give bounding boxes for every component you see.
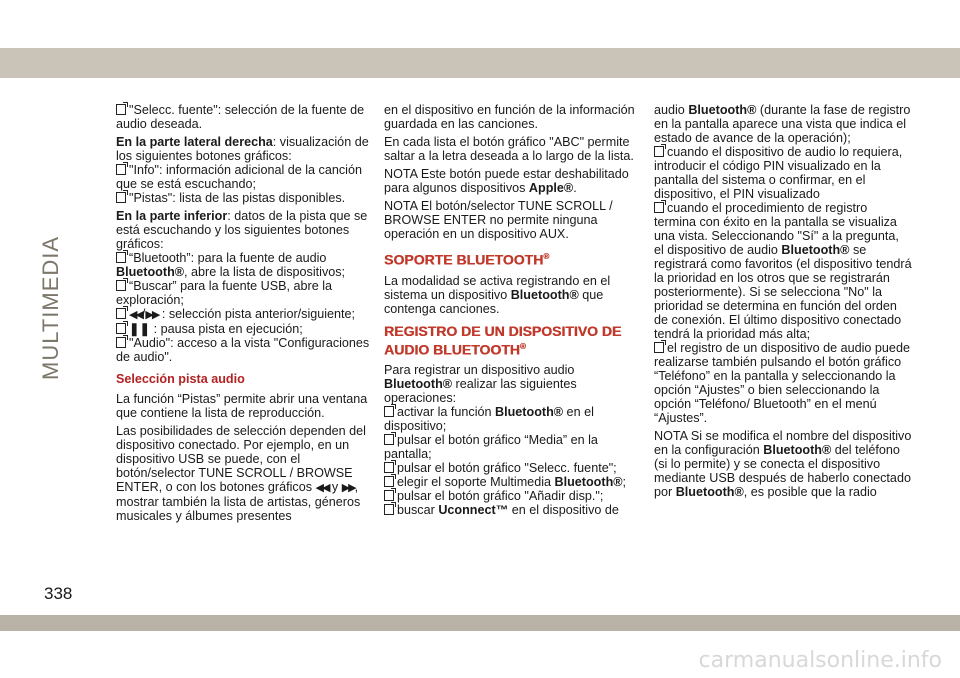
paragraph: Las posibilidades de selección dependen del dispositivo conectado. Por ejemplo, en un dispositivo USB se puede, con el botón/selector TUNE SCROLL / BROWSE ENTER, o con los botones gráficos ◀◀ y ▶▶, mostrar también la lista de artistas, géneros musicales y álbumes presentes [116, 424, 366, 523]
bullet-icon [384, 490, 394, 501]
paragraph: Para registrar un dispositivo audio Bluetooth® realizar las siguientes operaciones: activar la función Bluetooth® en el dispositivo; pulsar el botón gráfico “Media” en la pantalla; pulsar el botón gráfico "Selecc. fuente"; elegir el soporte Multimedia Bluetooth®; pulsar el botón gráfico "Añadir disp."; buscar Uconnect™ en el dispositivo de [384, 363, 627, 518]
bullet-icon [654, 202, 664, 213]
subheading: Selección pista audio [116, 372, 245, 386]
bullet-icon [384, 434, 394, 445]
paragraph: La modalidad se activa registrando en el sistema un dispositivo Bluetooth® que contenga canciones. [384, 273, 611, 316]
footer-band [0, 615, 960, 631]
bullet-icon [384, 476, 394, 487]
bullet-icon [384, 504, 394, 515]
pause-icon: ❚❚ [129, 322, 151, 336]
bullet-icon [116, 104, 126, 115]
section-heading: REGISTRO DE UN DISPOSITIVO DE AUDIO BLUETOOTH® [384, 322, 622, 358]
top-margin [0, 0, 960, 48]
paragraph: en el dispositivo en función de la información guardada en las canciones. [384, 103, 635, 131]
paragraph: "Selecc. fuente": selección de la fuente de audio deseada. [116, 103, 365, 131]
bullet-icon [654, 342, 664, 353]
column-2 [384, 103, 642, 521]
watermark: carmanualsonline.info [698, 648, 942, 673]
bullet-icon [116, 337, 126, 348]
next-track-icon: ▶▶ [341, 482, 355, 494]
bullet-icon [116, 323, 126, 334]
paragraph: audio Bluetooth® (durante la fase de registro en la pantalla aparece una vista que indica el estado de avance de la operación); cuando el dispositivo de audio lo requiera, introducir el código PIN visualizado en la pantalla del sistema o confirmar, en el dispositivo, el PIN visualizado cuando el procedimiento de registro termina con éxito en la pantalla se visualiza una vista. Seleccionando "Sí" a la pregunta, el dispositivo de audio Bluetooth® se registrará como favoritos (el dispositivo tendrá la prioridad en los otros que se registrarán posteriormente). Si se selecciona "No" la prioridad se determina en función del orden de conexión. El último dispositivo conectado tendrá la prioridad más alta; el registro de un dispositivo de audio puede realizarse también pulsando el botón gráfico “Teléfono” en la pantalla y seleccionando la opción “Ajustes” o bien seleccionando la opción “Teléfono/ Bluetooth” en el menú “Ajustes”. [654, 103, 912, 425]
column-3 [654, 103, 912, 503]
previous-track-icon: ◀◀ [315, 482, 329, 494]
bullet-icon [116, 164, 126, 175]
paragraph: NOTA Si se modifica el nombre del dispositivo en la configuración Bluetooth® del teléfono (si lo permite) y se conecta el dispositivo mediante USB después de haberlo conectado por Bluetooth®, es posible que la radio [654, 429, 912, 499]
bullet-icon [116, 192, 126, 203]
column-1 [116, 103, 374, 527]
bullet-icon [116, 252, 126, 263]
paragraph: NOTA Este botón puede estar deshabilitado para algunos dispositivos Apple®. [384, 167, 629, 195]
bullet-icon [384, 462, 394, 473]
paragraph: La función “Pistas” permite abrir una ventana que contiene la lista de reproducción. [116, 392, 368, 420]
previous-track-icon: ◀◀ [129, 309, 142, 321]
paragraph: NOTA El botón/selector TUNE SCROLL / BROWSE ENTER no permite ninguna operación en un dispositivo AUX. [384, 199, 613, 241]
bullet-icon [116, 280, 126, 291]
section-heading: SOPORTE BLUETOOTH® [384, 251, 550, 268]
page-number: 338 [44, 584, 73, 603]
header-band [0, 48, 960, 78]
paragraph: En la parte inferior: datos de la pista que se está escuchando y los siguientes botones gráficos: “Bluetooth”: para la fuente de audio Bluetooth®, abre la lista de dispositivos; “Buscar” para la fuente USB, abre la exploración; ◀◀/▶▶ : selección pista anterior/siguiente; ❚❚ : pausa pista en ejecución; "Audio": acceso a la vista "Configuraciones de audio". [116, 209, 370, 364]
paragraph: En cada lista el botón gráfico "ABC" permite saltar a la letra deseada a lo largo de la lista. [384, 135, 634, 163]
paragraph: En la parte lateral derecha: visualización de los siguientes botones gráficos: "Info": información adicional de la canción que se está escuchando; "Pistas": lista de las pistas disponibles. [116, 135, 369, 205]
next-track-icon: ▶▶ [145, 309, 159, 321]
bullet-icon [654, 146, 664, 157]
bullet-icon [384, 406, 394, 417]
section-title: MULTIMEDIA [38, 235, 63, 380]
bullet-icon [116, 308, 126, 319]
